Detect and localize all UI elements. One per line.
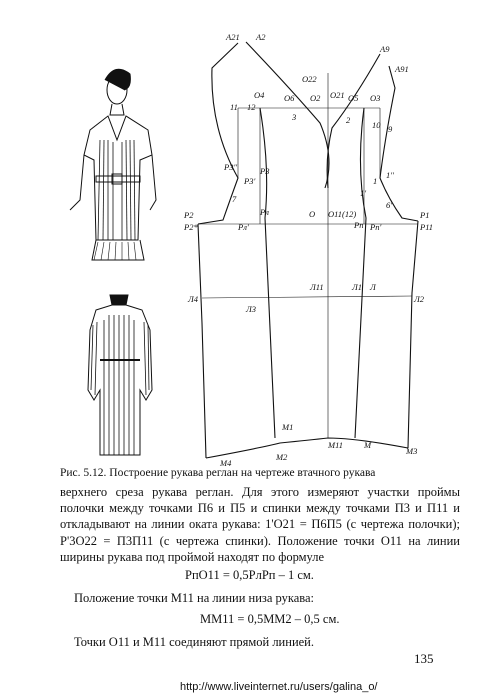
label-P3p: P3': [244, 176, 256, 186]
formula-1: PпO11 = 0,5PлPп – 1 см.: [185, 568, 314, 582]
drawing-point-labels: [183, 32, 433, 468]
label-L3: Л3: [246, 304, 257, 314]
label-O4: O4: [254, 90, 265, 100]
formula-2: MM11 = 0,5MM2 – 0,5 см.: [200, 612, 340, 626]
label-9: 9: [388, 124, 393, 134]
label-P3: P3: [260, 166, 270, 176]
label-1pp: 1'': [386, 170, 394, 180]
page-number: 135: [414, 651, 434, 666]
label-M1: M1: [282, 422, 294, 432]
label-6p: 6': [386, 200, 393, 210]
figure-caption: Рис. 5.12. Построение рукава реглан на чертеже втачного рукава: [60, 467, 376, 479]
front-view-figure: [70, 69, 156, 260]
label-11: 11: [230, 102, 238, 112]
label-P3pp: P3'': [224, 162, 238, 172]
label-A21: A21: [226, 32, 240, 42]
label-P2s: P2*: [184, 222, 198, 232]
label-M: M: [364, 440, 372, 450]
label-P1: P1: [420, 210, 430, 220]
label-1p: 1': [360, 188, 367, 198]
label-12: 12: [247, 102, 256, 112]
sleeve-pattern-drawing: [180, 28, 440, 468]
label-P2: P2: [184, 210, 194, 220]
label-O3: O3: [370, 93, 381, 103]
label-L11: Л11: [310, 282, 324, 292]
footer-url[interactable]: http://www.liveinternet.ru/users/galina_o/: [180, 681, 378, 693]
label-O22: O22: [302, 74, 317, 84]
label-O21: O21: [330, 90, 345, 100]
label-L4: Л4: [188, 294, 199, 304]
label-O11: O11(12): [328, 209, 357, 219]
label-P11: P11: [420, 222, 434, 232]
label-L1: Л1: [352, 282, 363, 292]
body-paragraph-3: Точки O11 и M11 соединяют прямой линией.: [74, 635, 314, 649]
label-7: 7: [232, 194, 237, 204]
label-Pp: Pп: [354, 220, 364, 230]
label-2: 2: [346, 115, 351, 125]
label-M4: M4: [220, 458, 232, 468]
label-1: 1: [373, 176, 378, 186]
back-view-figure: [88, 295, 152, 455]
label-3: 3: [292, 112, 297, 122]
label-Pl: Pл: [260, 207, 269, 217]
label-L2: Л2: [414, 294, 425, 304]
label-A2: A2: [256, 32, 266, 42]
label-O5: O5: [348, 93, 359, 103]
label-M11: M11: [328, 440, 343, 450]
body-paragraph-1: верхнего среза рукава реглан. Для этого измеряют участки проймы полочки между точками П6 и П5 и спинки между точками П3 и П11 и откладывают на линии оката рукава: 1'O21 = П6П5 (с чертежа полочки); P'3O22 = П3П11 (с чертежа спинки). Положение точки O11 на линии ширины рукава под проймой находят по формуле: [60, 485, 460, 564]
label-O6: O6: [284, 93, 295, 103]
body-paragraph-2: Положение точки M11 на линии низа рукава:: [74, 591, 315, 605]
label-L: Л: [370, 282, 376, 292]
label-O: O: [309, 209, 316, 219]
label-Plp: Pл': [238, 222, 249, 232]
label-O2: O2: [310, 93, 321, 103]
label-A91: A91: [395, 64, 409, 74]
label-M2: M2: [276, 452, 288, 462]
label-10: 10: [372, 120, 381, 130]
label-A9: A9: [380, 44, 390, 54]
label-M3: M3: [406, 446, 418, 456]
label-Ppp: Pп': [370, 222, 382, 232]
garment-illustration: [60, 60, 180, 470]
